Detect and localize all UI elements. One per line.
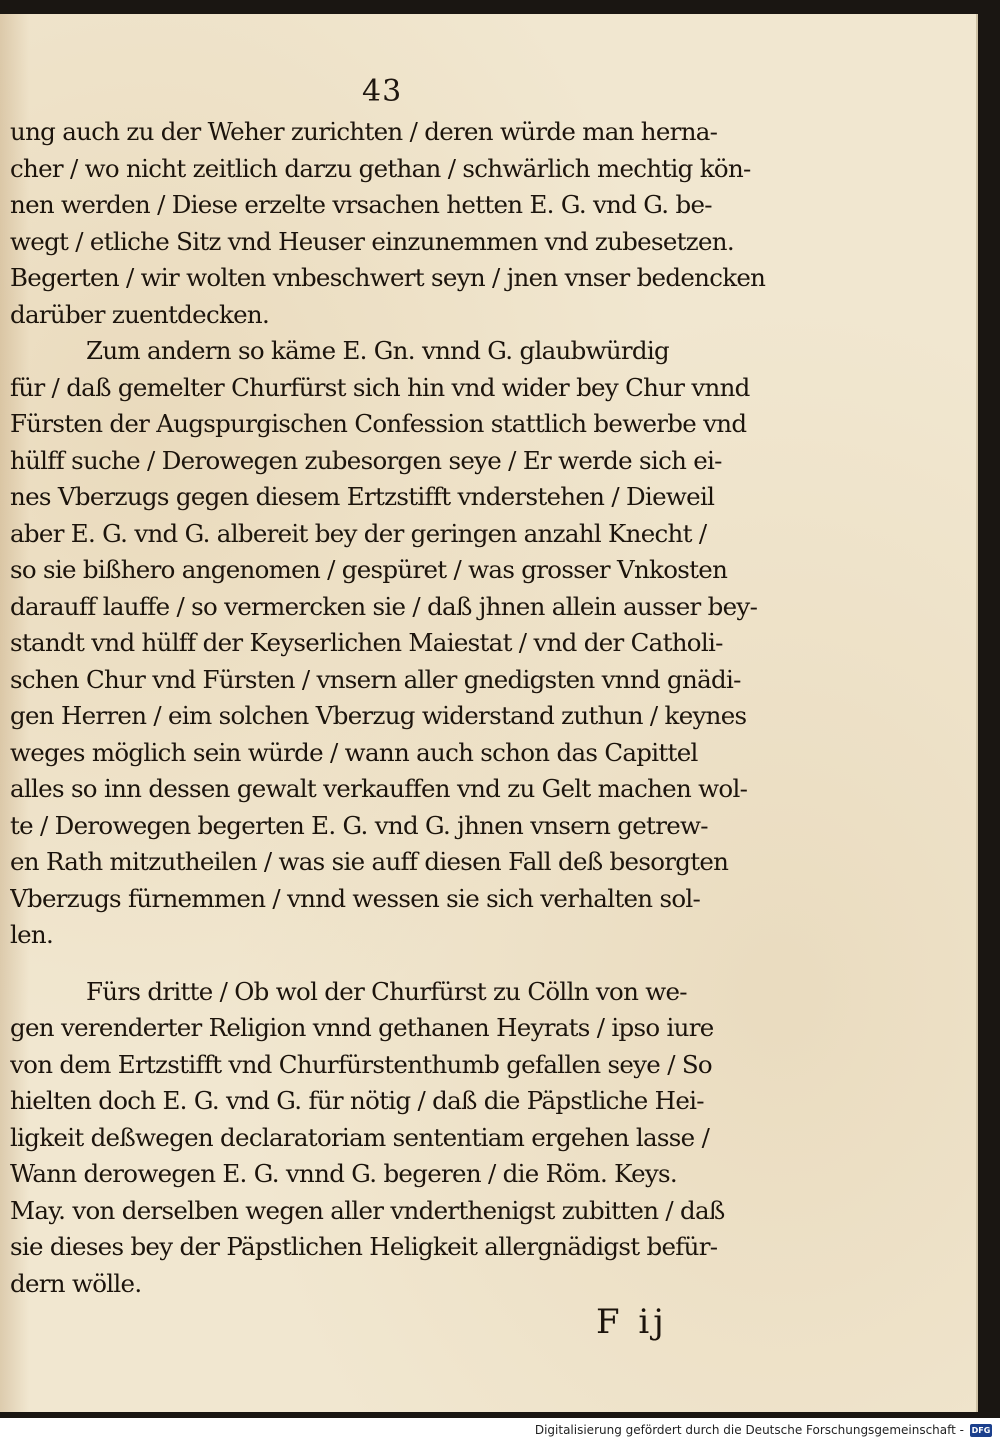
paragraph-start-line: Fürs dritte / Ob wol der Churfürst zu Cölln von we- bbox=[86, 976, 687, 1006]
digitization-footer bbox=[535, 1418, 992, 1442]
text-line: darauff lauffe / so vermercken sie / daß jhnen allein ausser bey- bbox=[10, 591, 758, 621]
page-number: 43 bbox=[362, 74, 403, 109]
text-line: Fürsten der Augspurgischen Confession stattlich bewerbe vnd bbox=[10, 409, 747, 438]
text-line: hülff suche / Derowegen zubesorgen seye / Er werde sich ei- bbox=[10, 445, 722, 475]
text-line: hielten doch E. G. vnd G. für nötig / daß die Päpstliche Hei- bbox=[10, 1086, 704, 1115]
text-line: für / daß gemelter Churfürst sich hin vnd wider bey Chur vnnd bbox=[10, 372, 750, 402]
book-page bbox=[0, 14, 978, 1412]
paragraph-start-line: Zum andern so käme E. Gn. vnnd G. glaubwürdig bbox=[86, 336, 670, 365]
paragraph-gap bbox=[10, 954, 780, 974]
text-line: te / Derowegen begerten E. G. vnd G. jhnen vnsern getrew- bbox=[10, 810, 708, 840]
text-line: sie dieses bey der Päpstlichen Heligkeit allergnädigst befür- bbox=[10, 1232, 718, 1261]
text-line: Begerten / wir wolten vnbeschwert seyn / jnen vnser bedencken bbox=[10, 263, 766, 292]
text-line: gen Herren / eim solchen Vberzug widerstand zuthun / keynes bbox=[10, 701, 747, 730]
body-text bbox=[10, 114, 780, 1302]
text-line: standt vnd hülff der Keyserlichen Maiestat / vnd der Catholi- bbox=[10, 628, 723, 657]
text-line: so sie bißhero angenomen / gespüret / was grosser Vnkosten bbox=[10, 555, 728, 584]
text-line: Wann derowegen E. G. vnnd G. begeren / die Röm. Keys. bbox=[10, 1159, 677, 1188]
signature-mark: F ij bbox=[596, 1302, 668, 1342]
text-line: weges möglich sein würde / wann auch schon das Capittel bbox=[10, 737, 698, 767]
text-line: gen verenderter Religion vnnd gethanen Heyrats / ipso iure bbox=[10, 1013, 714, 1042]
text-line: nes Vberzugs gegen diesem Ertzstifft vnderstehen / Dieweil bbox=[10, 482, 715, 511]
text-line: en Rath mitzutheilen / was sie auff diesen Fall deß besorgten bbox=[10, 847, 729, 876]
text-line: aber E. G. vnd G. albereit bey der geringen anzahl Knecht / bbox=[10, 518, 707, 548]
text-line: May. von derselben wegen aller vnderthenigst zubitten / daß bbox=[10, 1195, 725, 1225]
dfg-logo-icon: DFG bbox=[971, 1425, 991, 1435]
text-line: von dem Ertzstifft vnd Churfürstenthumb gefallen seye / So bbox=[10, 1049, 712, 1079]
text-line: len. bbox=[10, 920, 54, 949]
footer-credit: Digitalisierung gefördert durch die Deutsche Forschungsgemeinschaft - bbox=[534, 1423, 964, 1437]
text-line: darüber zuentdecken. bbox=[10, 299, 270, 329]
text-line: alles so inn dessen gewalt verkauffen vnd zu Gelt machen wol- bbox=[10, 774, 748, 803]
text-line: dern wölle. bbox=[10, 1268, 142, 1298]
text-line: wegt / etliche Sitz vnd Heuser einzunemmen vnd zubesetzen. bbox=[10, 226, 734, 256]
text-line: nen werden / Diese erzelte vrsachen hetten E. G. vnd G. be- bbox=[10, 190, 712, 219]
text-line: schen Chur vnd Fürsten / vnsern aller gnedigsten vnnd gnädi- bbox=[10, 664, 741, 694]
text-line: Vberzugs fürnemmen / vnnd wessen sie sich verhalten sol- bbox=[10, 883, 701, 913]
text-line: cher / wo nicht zeitlich darzu gethan / schwärlich mechtig kön- bbox=[10, 153, 751, 183]
text-line: ung auch zu der Weher zurichten / deren würde man herna- bbox=[10, 117, 718, 146]
text-line: ligkeit deßwegen declaratoriam sententiam ergehen lasse / bbox=[10, 1122, 710, 1152]
